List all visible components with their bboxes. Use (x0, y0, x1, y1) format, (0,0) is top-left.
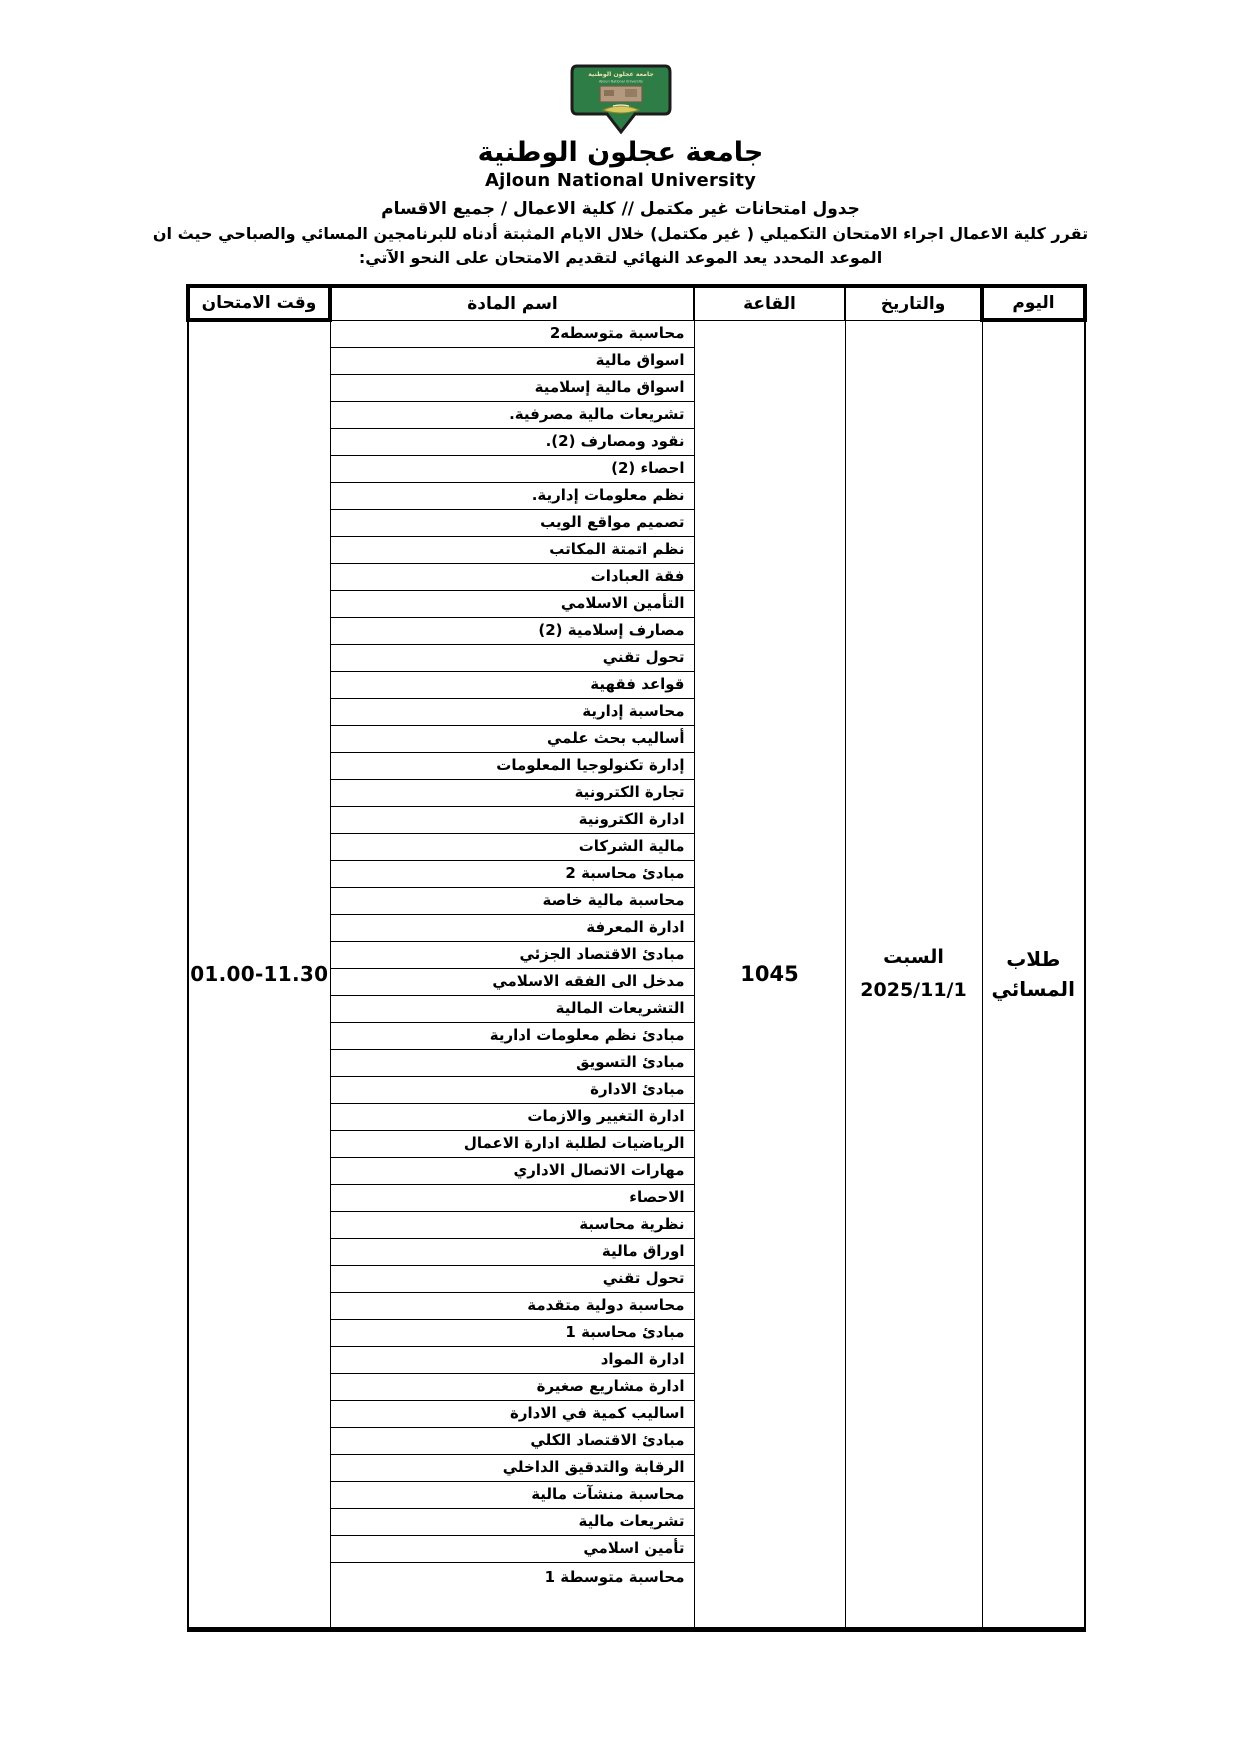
date-weekday: السبت (883, 946, 944, 969)
subject-cell: فقة العبادات (330, 563, 694, 590)
svg-text:جامعة عجلون الوطنية: جامعة عجلون الوطنية (587, 71, 654, 78)
document-headings (0, 199, 1241, 270)
room-cell: 1045 (694, 320, 845, 1629)
document-title: جدول امتحانات غير مكتمل // كلية الاعمال / جميع الاقسام (381, 199, 860, 219)
subject-cell: ادارة الكترونية (330, 806, 694, 833)
subject-cell: مبادئ محاسبة 1 (330, 1319, 694, 1346)
subject-cell: مبادئ محاسبة 2 (330, 860, 694, 887)
subject-cell: نظم معلومات إدارية. (330, 482, 694, 509)
subject-cell: مبادئ التسويق (330, 1049, 694, 1076)
subject-cell: محاسبة منشآت مالية (330, 1481, 694, 1508)
university-logo (0, 64, 1241, 134)
subject-cell: اسواق مالية إسلامية (330, 374, 694, 401)
subject-cell: الرياضيات لطلبة ادارة الاعمال (330, 1130, 694, 1157)
exam-notice (0, 222, 1241, 270)
notice-line-2: الموعد المحدد يعد الموعد النهائي لتقديم الامتحان على النحو الآتي: (358, 248, 883, 267)
col-header-day: اليوم (982, 286, 1085, 320)
subject-cell: محاسبة متوسطة 1 (330, 1562, 694, 1629)
subject-cell: مدخل الى الفقه الاسلامي (330, 968, 694, 995)
subject-cell: الرقابة والتدقيق الداخلي (330, 1454, 694, 1481)
subject-cell: نظم اتمتة المكاتب (330, 536, 694, 563)
subject-cell: ادارة المعرفة (330, 914, 694, 941)
subject-cell: ادارة مشاريع صغيرة (330, 1373, 694, 1400)
date-cell (845, 320, 982, 1629)
subject-cell: تشريعات مالية مصرفية. (330, 401, 694, 428)
col-header-room: القاعة (694, 286, 845, 320)
day-cell: طلاب المسائي (982, 320, 1085, 1629)
subject-cell: اساليب كمية في الادارة (330, 1400, 694, 1427)
university-shield-icon (569, 64, 673, 134)
subject-cell: التأمين الاسلامي (330, 590, 694, 617)
subject-cell: أساليب بحث علمي (330, 725, 694, 752)
subject-cell: اوراق مالية (330, 1238, 694, 1265)
subject-cell: تشريعات مالية (330, 1508, 694, 1535)
subject-cell: تأمين اسلامي (330, 1535, 694, 1562)
subject-cell: نظرية محاسبة (330, 1211, 694, 1238)
subject-cell: احصاء (2) (330, 455, 694, 482)
subject-cell: مصارف إسلامية (2) (330, 617, 694, 644)
subject-cell: اسواق مالية (330, 347, 694, 374)
subject-cell: مالية الشركات (330, 833, 694, 860)
subject-cell: مبادئ نظم معلومات ادارية (330, 1022, 694, 1049)
subject-cell: محاسبة دولية متقدمة (330, 1292, 694, 1319)
date-value: 2025/11/1 (860, 978, 967, 1001)
subject-cell: تصميم مواقع الويب (330, 509, 694, 536)
subject-cell: مهارات الاتصال الاداري (330, 1157, 694, 1184)
header-row (188, 286, 1085, 320)
subject-cell: إدارة تكنولوجيا المعلومات (330, 752, 694, 779)
subject-cell: نقود ومصارف (2). (330, 428, 694, 455)
subject-cell: مبادئ الاقتصاد الجزئي (330, 941, 694, 968)
subject-cell: تجارة الكترونية (330, 779, 694, 806)
col-header-subject: اسم المادة (330, 286, 694, 320)
subject-cell: ادارة المواد (330, 1346, 694, 1373)
subject-row (188, 320, 1085, 347)
subjects-body (188, 320, 1085, 1629)
university-name-english: Ajloun National University (484, 170, 757, 191)
exam-time-cell: 01.00-11.30 (188, 320, 330, 1629)
subject-cell: مبادئ الاقتصاد الكلي (330, 1427, 694, 1454)
exam-table-wrap (186, 284, 1083, 1632)
subject-cell: تحول تقني (330, 644, 694, 671)
notice-line-1: تقرر كلية الاعمال اجراء الامتحان التكميلي ( غير مكتمل) خلال الايام المثبتة أدناه للبرنامجين المسائي والصباحي حيث ان (152, 224, 1089, 243)
subject-cell: تحول تقني (330, 1265, 694, 1292)
subject-cell: محاسبة إدارية (330, 698, 694, 725)
subject-cell: محاسبة مالية خاصة (330, 887, 694, 914)
subject-cell: الاحصاء (330, 1184, 694, 1211)
subject-cell: محاسبة متوسطه2 (330, 320, 694, 347)
exam-table (186, 284, 1087, 1632)
university-name-arabic: جامعة عجلون الوطنية (477, 137, 764, 168)
subject-cell: التشريعات المالية (330, 995, 694, 1022)
svg-text:Ajloun National University: Ajloun National University (598, 79, 643, 84)
col-header-date: والتاريخ (845, 286, 982, 320)
subject-cell: ادارة التغيير والازمات (330, 1103, 694, 1130)
subject-cell: مبادئ الادارة (330, 1076, 694, 1103)
col-header-time: وقت الامتحان (188, 286, 330, 320)
document-header (0, 0, 1241, 270)
subject-cell: قواعد فقهية (330, 671, 694, 698)
